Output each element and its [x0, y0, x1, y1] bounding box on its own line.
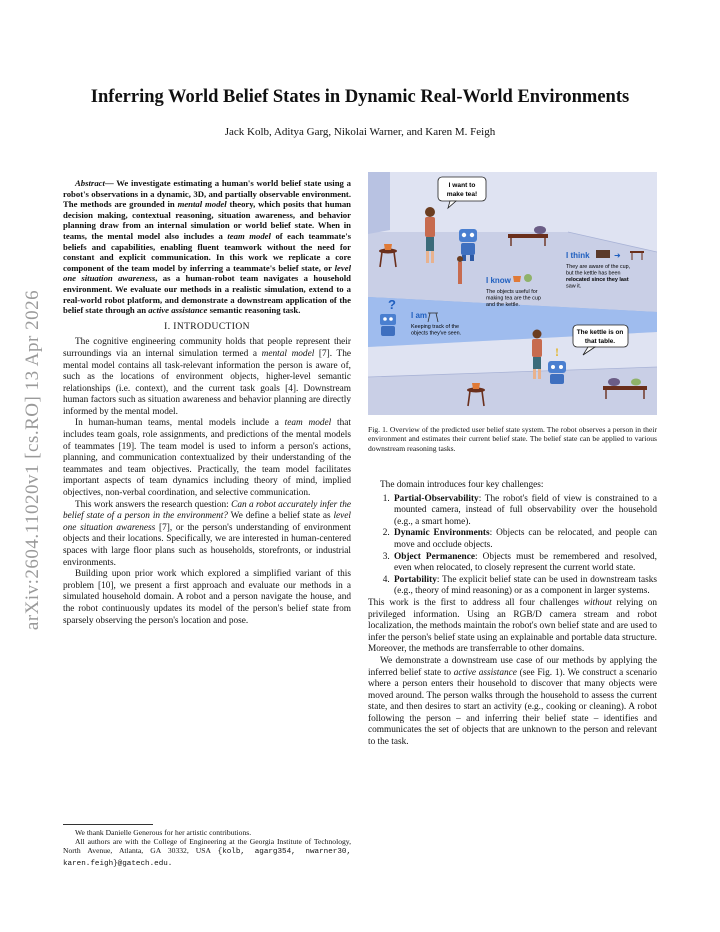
i-know-title: I know [486, 276, 511, 285]
footnote-affiliation: All authors are with the College of Engineering at the Georgia Institute of Technology, North Avenue, Atlanta, GA 30332, USA {kolb, agarg354, nwarner30, karen.feigh}@gatech.edu. [63, 837, 351, 868]
right-column [368, 480, 657, 749]
challenge-item: 2. Dynamic Environments: Objects can be relocated, and people can move and occlude objects. [392, 528, 657, 551]
i-think-title: I think [566, 251, 590, 260]
challenge-item: 4. Portability: The explicit belief state can be used in downstream tasks (e.g., theory of mind reasoning) or as a component in larger systems. [392, 575, 657, 598]
right-paragraph-1: This work is the first to address all four challenges without relying on privileged information. Using an RGB/D camera stream and robot localization, the methods maintain the robot's own belief state and are used to infer the person's belief state using an explainable and portable data structure. Moreover, the methods are transferrable to other domains. [368, 597, 657, 655]
intro-paragraph-1: The cognitive engineering community holds that people represent their surroundings via an internal simulation termed a mental model [7]. The mental model contains all task-relevant information the person is aware of, such as the locations of environment objects, higher-level semantic relationships (i.e. context), and the current task goals [4]. Downstream human factors such as situation awareness and behavior planning are directly informed by the mental model. [63, 337, 351, 417]
challenge-item: 3. Object Permanence: Objects must be remembered and resolved, even when relocated, to closely represent the current world state. [392, 552, 657, 575]
bubble-bottom-line2: that table. [584, 338, 616, 345]
i-think-line4: saw it. [566, 283, 582, 290]
i-am-title: I am [411, 311, 428, 320]
bubble-top-line2: make tea! [446, 191, 478, 198]
left-column [63, 178, 351, 627]
footnote-rule [63, 824, 153, 825]
challenge-item: 1. Partial-Observability: The robot's field of view is constrained to a mounted camera, instead of full observability over the household (e.g., a smart home). [392, 494, 657, 529]
figure-1-caption: Fig. 1. Overview of the predicted user belief state system. The robot observes a person in their environment and estimates their current belief state. The belief state can be applied to various downstream reasoning tasks. [368, 425, 657, 453]
abstract: Abstract— We investigate estimating a human's world belief state using a robot's observations in a dynamic, 3D, and partially observable environment. The methods are grounded in mental model theory, which posits that human decision making, contextual reasoning, situation awareness, and behavior planning draw from an internal simulation or world belief state. When in teams, the mental model also includes a team model of each teammate's beliefs and capabilities, enabling fluent teamwork without the need for constant and explicit communication. In this work we replicate a core component of the team model by inferring a teammate's belief state, or level one situation awareness, as a human-robot team navigates a household environment. We evaluate our methods in a realistic simulation, extend to a real-world robot platform, and demonstrate a downstream application of the belief state through an active assistance semantic reasoning task. [63, 178, 351, 316]
right-paragraph-2: We demonstrate a downstream use case of our methods by applying the inferred belief state to active assistance (see Fig. 1). We construct a scenario where a person enters their household to discover that many objects were moved around. The person walks through the household to assess the current state, and then desires to start an activity (e.g., cooking or cleaning). A robot following the person – and inferring their belief state – identifies and communicates the set of objects that are unknown to the person and relevant to the task. [368, 655, 657, 748]
paper-authors: Jack Kolb, Aditya Garg, Nikolai Warner, and Karen M. Feigh [224, 126, 496, 138]
i-think-line3: relocated since they last [566, 277, 629, 283]
question-mark: ? [388, 297, 396, 312]
footnote-emails: {kolb, agarg354, nwarner30, karen.feigh}@gatech.edu. [63, 848, 351, 868]
i-know-line2: making tea are the cup [486, 295, 541, 302]
i-am-line2: objects they've seen. [411, 330, 462, 337]
bubble-bottom-line1: The kettle is on [576, 329, 624, 336]
i-think-line2: but the kettle has been [566, 270, 621, 277]
footnote-thanks: We thank Danielle Generous for her artistic contributions. [75, 828, 252, 837]
intro-paragraph-2: In human-human teams, mental models include a team model that includes team goals, role assignments, and predictions of the mental models of teammates [19]. The team model is used to inform a person's actions, planning, and communication contextualized by their understanding of the teammates and team objectives. Practically, the team model facilitates important aspects of team dynamics including theory of mind, implied objectives, non-verbal coordination, and selective communication. [63, 418, 352, 499]
figure-1-illustration [368, 172, 657, 415]
bubble-top-line1: I want to [448, 182, 476, 189]
footnote [63, 824, 351, 869]
i-think-line1: They are aware of the cup, [566, 264, 631, 270]
intro-paragraph-4: Building upon prior work which explored a simplified variant of this problem [10], we present a first approach and evaluate our methods in a simulated household domain. A robot and a person navigate the house, and the robot continuously updates its model of the person's belief state from sparsely observing the person's location and pose. [63, 569, 351, 626]
arxiv-identifier: arXiv:2604.11020v1 [cs.RO] 13 Apr 2026 [22, 289, 43, 631]
challenges-intro: The domain introduces four key challenges: [380, 480, 544, 490]
arrow-right-icon: ➜ [614, 251, 621, 260]
paper-title: Inferring World Belief States in Dynamic Real-World Environments [90, 87, 630, 107]
i-am-line1: Keeping track of the [411, 324, 459, 330]
i-know-line3: and the kettle. [486, 302, 520, 308]
section-heading-introduction: I. INTRODUCTION [164, 321, 250, 332]
challenges-list [368, 494, 657, 598]
i-know-line1: The objects useful for [486, 289, 538, 295]
exclamation-mark: ! [555, 345, 559, 359]
intro-paragraph-3: This work answers the research question: Can a robot accurately infer the belief state of a person in the environment? We define a belief state as level one situation awareness [7], or the person's understanding of environment objects and their locations. Specifically, we are interested in human-centered spaces with large floor plans such as households, storefronts, or industrial environments. [63, 499, 352, 568]
